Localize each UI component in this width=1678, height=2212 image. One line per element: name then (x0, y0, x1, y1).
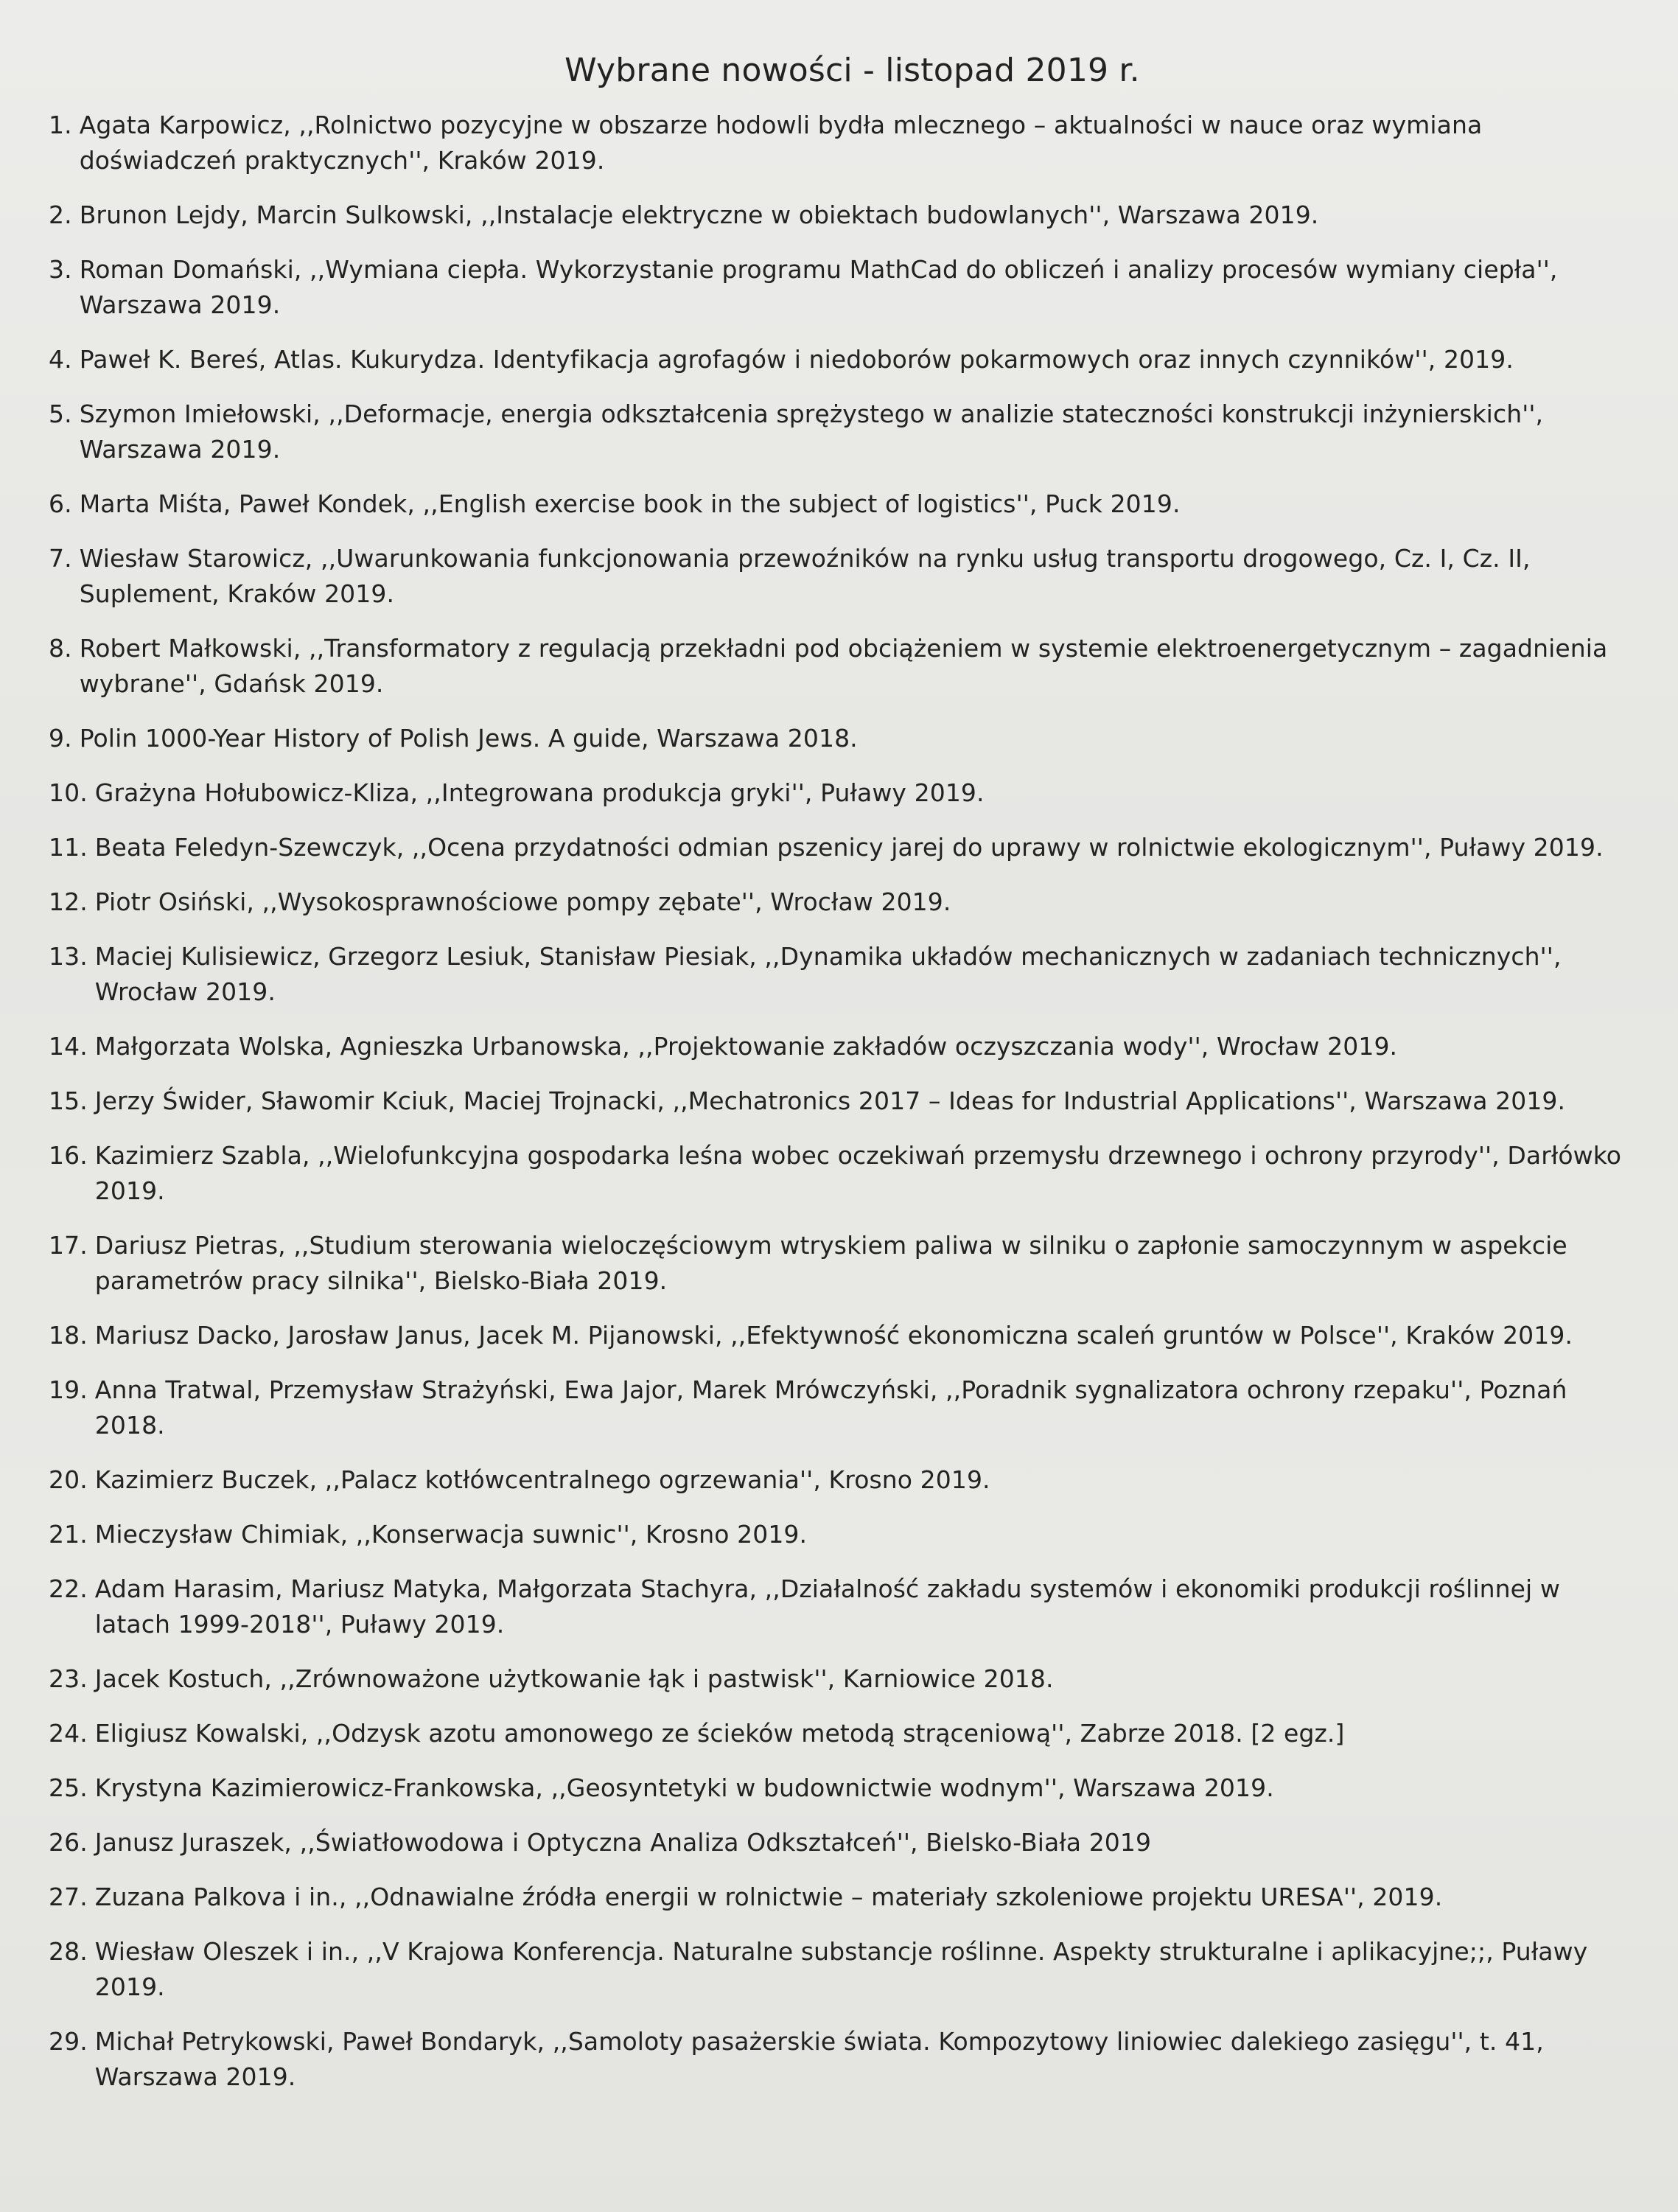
item-number: 13. (49, 942, 88, 971)
item-text: Jerzy Świder, Sławomir Kciuk, Maciej Trojnacki, ,,Mechatronics 2017 – Ideas for Industrial Applications'', Warszawa 2019. (94, 1086, 1566, 1115)
list-item (49, 1661, 1626, 1697)
item-number: 23. (49, 1664, 88, 1693)
item-number: 3. (49, 255, 72, 284)
list-item (49, 108, 1626, 178)
list-item (49, 397, 1626, 467)
list-item (49, 252, 1626, 323)
list-item (49, 1934, 1626, 2005)
item-number: 22. (49, 1574, 88, 1603)
item-number: 29. (49, 2027, 88, 2056)
item-text: Paweł K. Bereś, Atlas. Kukurydza. Identyfikacja agrofagów i niedoborów pokarmowych oraz innych czynników'', 2019. (79, 345, 1514, 374)
list-item (49, 939, 1626, 1010)
list-item (49, 775, 1626, 811)
item-number: 17. (49, 1231, 88, 1260)
list-item (49, 1571, 1626, 1642)
list-item (49, 541, 1626, 612)
item-text: Szymon Imiełowski, ,,Deformacje, energia odkształcenia sprężystego w analizie stateczności konstrukcji inżynierskich'', Warszawa 2019. (79, 400, 1544, 464)
list-item (49, 1770, 1626, 1806)
item-number: 4. (49, 345, 72, 374)
list-item (49, 2024, 1626, 2095)
item-text: Małgorzata Wolska, Agnieszka Urbanowska, ,,Projektowanie zakładów oczyszczania wody'', Wrocław 2019. (94, 1032, 1398, 1061)
item-text: Kazimierz Szabla, ,,Wielofunkcyjna gospodarka leśna wobec oczekiwań przemysłu drzewnego i ochrony przyrody'', Darłówko 2019. (94, 1141, 1622, 1205)
item-number: 2. (49, 200, 72, 229)
item-number: 18. (49, 1321, 88, 1350)
list-item (49, 1716, 1626, 1751)
item-text: Piotr Osiński, ,,Wysokosprawnościowe pompy zębate'', Wrocław 2019. (94, 887, 951, 916)
item-number: 7. (49, 544, 72, 573)
item-text: Grażyna Hołubowicz-Kliza, ,,Integrowana produkcja gryki'', Puławy 2019. (94, 778, 985, 807)
item-number: 16. (49, 1141, 88, 1170)
item-number: 15. (49, 1086, 88, 1115)
item-number: 28. (49, 1937, 88, 1966)
item-number: 11. (49, 833, 88, 862)
item-text: Wiesław Starowicz, ,,Uwarunkowania funkcjonowania przewoźników na rynku usług transportu drogowego, Cz. I, Cz. II, Suplement, Kraków 2019. (79, 544, 1531, 608)
item-number: 5. (49, 400, 72, 428)
book-list (49, 108, 1626, 2095)
item-text: Jacek Kostuch, ,,Zrównoważone użytkowanie łąk i pastwisk'', Karniowice 2018. (94, 1664, 1054, 1693)
item-number: 6. (49, 489, 72, 518)
list-item (49, 885, 1626, 920)
list-item (49, 1372, 1626, 1443)
item-number: 27. (49, 1883, 88, 1911)
list-item (49, 1517, 1626, 1552)
item-number: 9. (49, 724, 72, 753)
list-item (49, 1084, 1626, 1119)
item-text: Roman Domański, ,,Wymiana ciepła. Wykorzystanie programu MathCad do obliczeń i analizy procesów wymiany ciepła'', Warszawa 2019. (79, 255, 1558, 319)
list-item (49, 1138, 1626, 1209)
item-text: Anna Tratwal, Przemysław Strażyński, Ewa Jajor, Marek Mrówczyński, ,,Poradnik sygnalizatora ochrony rzepaku'', Poznań 2018. (94, 1375, 1567, 1440)
item-text: Marta Miśta, Paweł Kondek, ,,English exercise book in the subject of logistics'', Puck 2019. (79, 489, 1181, 518)
item-text: Kazimierz Buczek, ,,Palacz kotłówcentralnego ogrzewania'', Krosno 2019. (94, 1465, 990, 1494)
item-number: 24. (49, 1719, 88, 1748)
list-item (49, 1462, 1626, 1498)
page-title: Wybrane nowości - listopad 2019 r. (564, 52, 1140, 89)
list-item (49, 631, 1626, 702)
item-text: Polin 1000-Year History of Polish Jews. A guide, Warszawa 2018. (79, 724, 858, 753)
item-text: Agata Karpowicz, ,,Rolnictwo pozycyjne w obszarze hodowli bydła mlecznego – aktualności w nauce oraz wymiana doświadczeń praktycznych'', Kraków 2019. (79, 111, 1483, 175)
item-number: 12. (49, 887, 88, 916)
list-item (49, 1029, 1626, 1064)
item-text: Janusz Juraszek, ,,Światłowodowa i Optyczna Analiza Odkształceń'', Bielsko-Biała 2019 (94, 1828, 1152, 1857)
item-text: Krystyna Kazimierowicz-Frankowska, ,,Geosyntetyki w budownictwie wodnym'', Warszawa 2019. (94, 1773, 1274, 1802)
list-item (49, 1880, 1626, 1915)
list-item (49, 1825, 1626, 1860)
item-text: Robert Małkowski, ,,Transformatory z regulacją przekładni pod obciążeniem w systemie elektroenergetycznym – zagadnienia wybrane'', Gdańsk 2019. (79, 634, 1608, 698)
list-item (49, 198, 1626, 233)
item-text: Mieczysław Chimiak, ,,Konserwacja suwnic'', Krosno 2019. (94, 1520, 808, 1549)
item-number: 8. (49, 634, 72, 663)
item-text: Adam Harasim, Mariusz Matyka, Małgorzata Stachyra, ,,Działalność zakładu systemów i ekonomiki produkcji roślinnej w latach 1999-2018'', Puławy 2019. (94, 1574, 1560, 1639)
item-text: Dariusz Pietras, ,,Studium sterowania wieloczęściowym wtryskiem paliwa w silniku o zapłonie samoczynnym w aspekcie parametrów pracy silnika'', Bielsko-Biała 2019. (94, 1231, 1567, 1295)
list-item (49, 830, 1626, 865)
item-number: 25. (49, 1773, 88, 1802)
item-text: Maciej Kulisiewicz, Grzegorz Lesiuk, Stanisław Piesiak, ,,Dynamika układów mechanicznych w zadaniach technicznych'', Wrocław 2019. (94, 942, 1562, 1006)
item-number: 21. (49, 1520, 88, 1549)
item-number: 19. (49, 1375, 88, 1404)
item-text: Beata Feledyn-Szewczyk, ,,Ocena przydatności odmian pszenicy jarej do uprawy w rolnictwie ekologicznym'', Puławy 2019. (94, 833, 1604, 862)
item-number: 1. (49, 111, 72, 139)
list-item (49, 721, 1626, 756)
item-text: Wiesław Oleszek i in., ,,V Krajowa Konferencja. Naturalne substancje roślinne. Aspekty strukturalne i aplikacyjne;;, Puławy 2019. (94, 1937, 1588, 2001)
item-number: 14. (49, 1032, 88, 1061)
item-number: 10. (49, 778, 88, 807)
list-item (49, 342, 1626, 377)
item-text: Eligiusz Kowalski, ,,Odzysk azotu amonowego ze ścieków metodą strąceniową'', Zabrze 2018. [2 egz.] (94, 1719, 1345, 1748)
item-text: Michał Petrykowski, Paweł Bondaryk, ,,Samoloty pasażerskie świata. Kompozytowy liniowiec dalekiego zasięgu'', t. 41, Warszawa 2019. (94, 2027, 1544, 2091)
list-item (49, 1228, 1626, 1299)
item-number: 20. (49, 1465, 88, 1494)
list-item (49, 1318, 1626, 1353)
item-text: Mariusz Dacko, Jarosław Janus, Jacek M. Pijanowski, ,,Efektywność ekonomiczna scaleń gruntów w Polsce'', Kraków 2019. (94, 1321, 1573, 1350)
list-item (49, 486, 1626, 522)
item-text: Zuzana Palkova i in., ,,Odnawialne źródła energii w rolnictwie – materiały szkoleniowe projektu URESA'', 2019. (94, 1883, 1443, 1911)
item-text: Brunon Lejdy, Marcin Sulkowski, ,,Instalacje elektryczne w obiektach budowlanych'', Warszawa 2019. (79, 200, 1319, 229)
item-number: 26. (49, 1828, 88, 1857)
